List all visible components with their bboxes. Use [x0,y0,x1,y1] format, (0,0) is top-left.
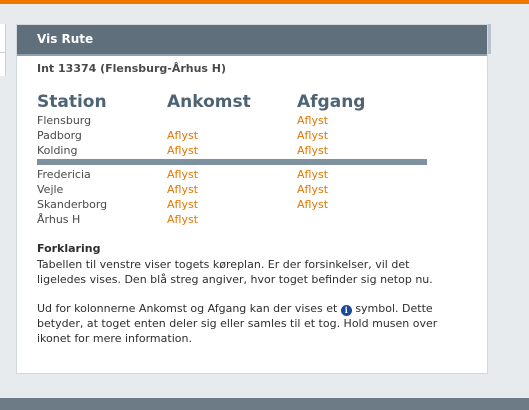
departure-status: Aflyst [297,144,329,157]
panel-right-edge [488,24,491,54]
column-header-station: Station [37,92,107,112]
explanation-text-after-icon: symbol. Dette betyder, at toget enten deler sig eller samles til et tog. Hold musen over ikonet for mere information. [37,302,438,345]
arrival-status: Aflyst [167,129,199,142]
column-header-departure: Afgang [297,92,366,112]
info-icon: i [341,305,352,316]
current-position-line [37,159,427,165]
departure-status: Aflyst [297,198,329,211]
departure-status: Aflyst [297,114,329,127]
departure-status: Aflyst [297,168,329,181]
explanation-text-before-icon: Ud for kolonnerne Ankomst og Afgang kan der vises et [37,302,338,315]
explanation-title: Forklaring [37,242,101,255]
station-name: Århus H [37,213,81,226]
station-name: Vejle [37,183,64,196]
explanation-paragraph: Tabellen til venstre viser togets køreplan. Er der forsinkelser, vil det ligeledes vises. Den blå streg angiver, hvor toget befinder sig netop nu. [37,258,433,286]
station-name: Flensburg [37,114,92,127]
departure-status: Aflyst [297,129,329,142]
station-name: Skanderborg [37,198,108,211]
station-name: Fredericia [37,168,91,181]
departure-status: Aflyst [297,183,329,196]
panel-title: Vis Rute [17,25,487,56]
bottom-bar [0,398,529,410]
column-header-arrival: Ankomst [167,92,251,112]
explanation-paragraph-icon [37,301,457,346]
sidebar-divider [0,52,5,53]
left-sidebar-edge [0,24,6,76]
arrival-status: Aflyst [167,168,199,181]
arrival-status: Aflyst [167,198,199,211]
station-name: Kolding [37,144,78,157]
top-accent-bar [0,0,529,4]
arrival-status: Aflyst [167,183,199,196]
arrival-status: Aflyst [167,144,199,157]
train-name: Int 13374 (Flensburg-Århus H) [37,62,227,75]
route-panel [16,24,488,374]
station-name: Padborg [37,129,82,142]
arrival-status: Aflyst [167,213,199,226]
